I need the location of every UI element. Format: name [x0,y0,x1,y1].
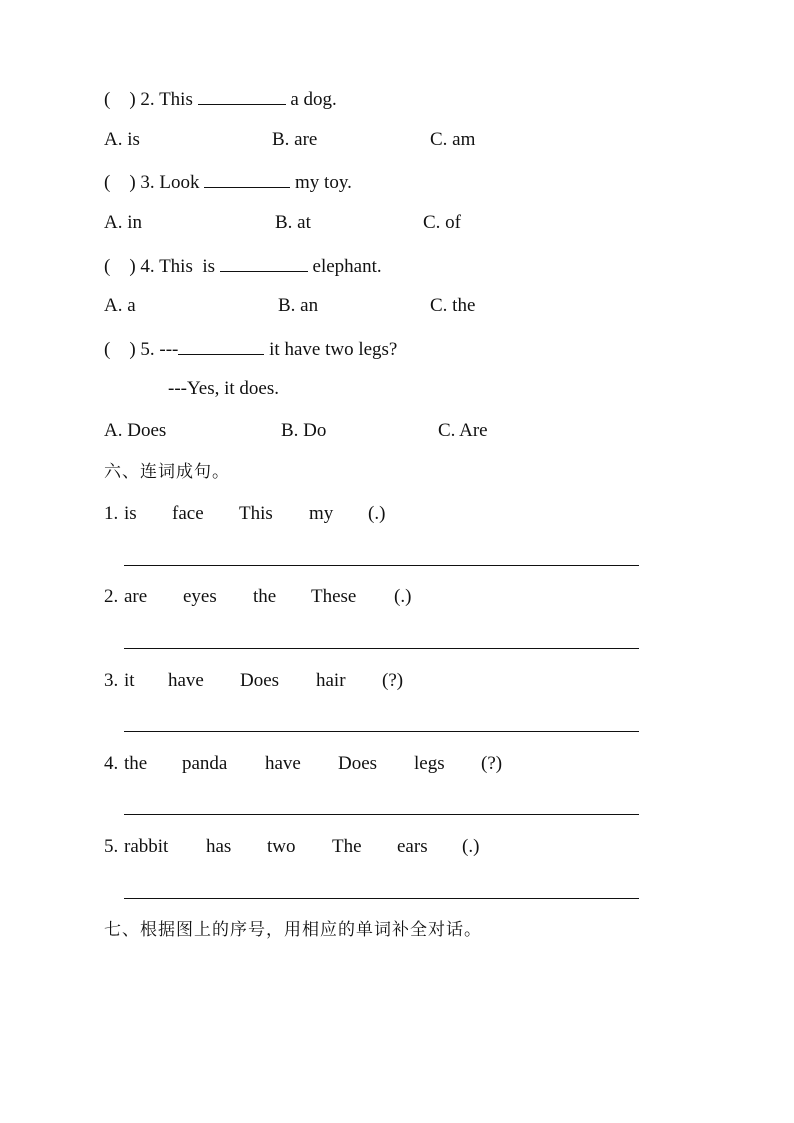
word: the [253,586,277,607]
question-text-before: This [159,89,193,110]
word: The [332,836,362,857]
option-b[interactable]: B. an [278,295,319,316]
option-b[interactable]: B. Do [281,420,327,441]
answer-paren[interactable]: ( ) [104,339,136,360]
question-text-after: it have two legs? [269,339,398,360]
option-c[interactable]: C. Are [438,420,488,441]
section-6-title: 六、连词成句。 [104,462,230,482]
word: Does [338,753,378,774]
question-number: 5. [140,339,155,360]
word: panda [182,753,228,774]
question-text-before: Look [159,172,200,193]
word: has [206,836,232,857]
option-c[interactable]: C. the [430,295,476,316]
word: legs [414,753,445,774]
punctuation: (.) [394,586,412,607]
option-a[interactable]: A. a [104,295,136,316]
answer-paren[interactable]: ( ) [104,172,136,193]
word: hair [316,670,346,691]
answer-line[interactable] [124,814,639,815]
word: Does [240,670,280,691]
question-text-before: --- [159,339,179,360]
item-number: 5. [104,836,119,857]
question-5-reply: ---Yes, it does. [168,378,280,399]
answer-line[interactable] [124,898,639,899]
question-number: 2. [140,89,155,110]
section-7-title: 七、根据图上的序号，用相应的单词补全对话。 [104,920,482,940]
question-number: 4. [140,256,155,277]
punctuation: (.) [368,503,386,524]
word: are [124,586,148,607]
question-3 [104,169,352,195]
word: have [265,753,301,774]
answer-line[interactable] [124,731,639,732]
punctuation: (.) [462,836,480,857]
fill-blank[interactable] [178,336,264,355]
question-5 [104,336,397,362]
item-number: 2. [104,586,119,607]
fill-blank[interactable] [204,169,290,188]
answer-line[interactable] [124,565,639,566]
word: eyes [183,586,217,607]
option-b[interactable]: B. are [272,129,318,150]
punctuation: (?) [382,670,404,691]
word: it [124,670,135,691]
question-text-after: a dog. [290,89,337,110]
word: rabbit [124,836,169,857]
punctuation: (?) [481,753,503,774]
question-4 [104,253,382,279]
fill-blank[interactable] [198,86,286,105]
question-2 [104,86,337,112]
word: the [124,753,148,774]
option-a[interactable]: A. in [104,212,142,233]
answer-line[interactable] [124,648,639,649]
item-number: 4. [104,753,119,774]
question-text-after: my toy. [295,172,352,193]
question-text-before: This is [159,256,216,277]
word: have [168,670,204,691]
word: my [309,503,334,524]
item-number: 1. [104,503,119,524]
word: ears [397,836,428,857]
option-a[interactable]: A. is [104,129,140,150]
word: two [267,836,296,857]
answer-paren[interactable]: ( ) [104,89,136,110]
option-c[interactable]: C. of [423,212,461,233]
option-a[interactable]: A. Does [104,420,167,441]
word: These [311,586,357,607]
answer-paren[interactable]: ( ) [104,256,136,277]
word: is [124,503,137,524]
question-text-after: elephant. [312,256,382,277]
word: This [239,503,273,524]
item-number: 3. [104,670,119,691]
question-number: 3. [140,172,155,193]
option-c[interactable]: C. am [430,129,476,150]
option-b[interactable]: B. at [275,212,311,233]
word: face [172,503,204,524]
fill-blank[interactable] [220,253,308,272]
